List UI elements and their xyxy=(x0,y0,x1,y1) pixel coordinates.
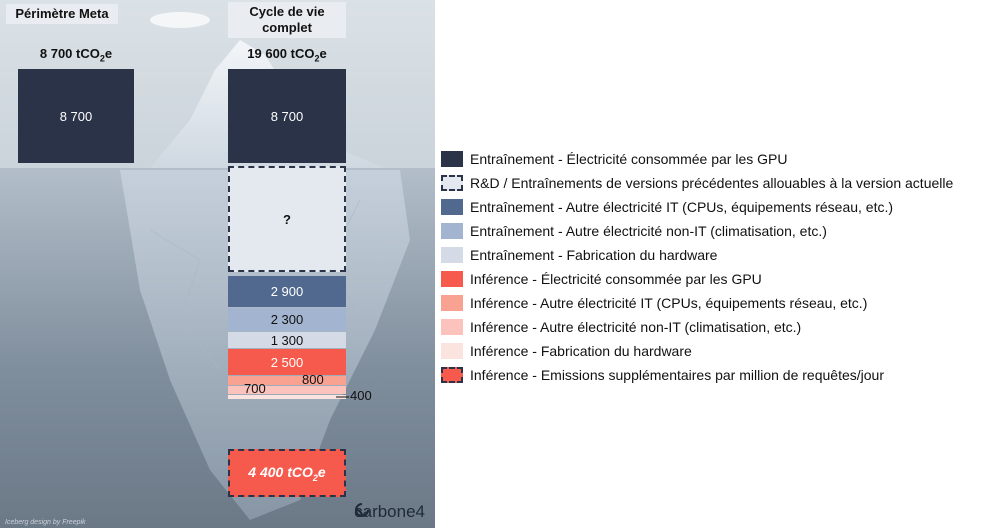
chart-panel xyxy=(0,0,435,528)
label-700: 700 xyxy=(244,381,266,396)
legend-item xyxy=(441,195,953,219)
legend-swatch xyxy=(441,343,463,359)
legend-swatch xyxy=(441,199,463,215)
legend-swatch xyxy=(441,223,463,239)
legend-swatch xyxy=(441,175,463,191)
bar-extra-inference xyxy=(228,449,346,497)
legend-label: Entraînement - Autre électricité non-IT (climatisation, etc.) xyxy=(470,223,827,239)
bar-full-rnd xyxy=(228,166,346,272)
legend-label: Inférence - Autre électricité non-IT (climatisation, etc.) xyxy=(470,319,802,335)
bar-full-training-nonit xyxy=(228,308,346,331)
legend-label: Inférence - Autre électricité IT (CPUs, équipements réseau, etc.) xyxy=(470,295,868,311)
label-800: 800 xyxy=(302,372,324,387)
bar-label: 8 700 xyxy=(270,108,304,124)
legend-label: Entraînement - Électricité consommée par les GPU xyxy=(470,151,788,167)
carbone4-mark-icon xyxy=(354,502,370,518)
bar-label: 2 300 xyxy=(270,312,304,327)
bar-meta-training-gpu xyxy=(18,69,134,163)
extra-label: 4 400 tCO$_2$e xyxy=(248,463,326,483)
legend-label: Entraînement - Fabrication du hardware xyxy=(470,247,718,263)
legend-label: Inférence - Emissions supplémentaires par million de requêtes/jour xyxy=(470,367,884,383)
legend-swatch xyxy=(441,367,463,383)
legend xyxy=(441,147,953,387)
legend-item xyxy=(441,243,953,267)
legend-item xyxy=(441,363,953,387)
bar-label: ? xyxy=(283,211,291,227)
legend-item xyxy=(441,267,953,291)
column-header-full: Cycle de vie complet xyxy=(228,2,346,38)
legend-item xyxy=(441,315,953,339)
legend-item xyxy=(441,219,953,243)
legend-label: Entraînement - Autre électricité IT (CPUs, équipements réseau, etc.) xyxy=(470,199,894,215)
logo-text: carbone4 xyxy=(354,502,425,521)
legend-swatch xyxy=(441,151,463,167)
legend-label: R&D / Entraînements de versions précédentes allouables à la version actuelle xyxy=(470,175,954,191)
legend-item xyxy=(441,291,953,315)
legend-label: Inférence - Fabrication du hardware xyxy=(470,343,692,359)
legend-swatch xyxy=(441,295,463,311)
legend-item xyxy=(441,171,953,195)
image-credit: Iceberg design by Freepik xyxy=(5,519,86,526)
legend-swatch xyxy=(441,247,463,263)
bar-full-training-gpu xyxy=(228,69,346,163)
legend-swatch xyxy=(441,319,463,335)
bar-label: 2 900 xyxy=(270,284,304,299)
legend-swatch xyxy=(441,271,463,287)
total-meta: 8 700 tCO$_2$e xyxy=(39,46,113,64)
bar-full-training-hardware xyxy=(228,332,346,348)
label-400: 400 xyxy=(350,388,372,403)
bar-label: 1 300 xyxy=(270,332,304,348)
bar-full-training-it xyxy=(228,276,346,307)
bar-label: 2 500 xyxy=(270,354,304,370)
legend-label: Inférence - Électricité consommée par les GPU xyxy=(470,271,762,287)
carbone4-logo xyxy=(354,502,425,522)
bar-full-inference-gpu xyxy=(228,349,346,375)
legend-item xyxy=(441,339,953,363)
bar-label: 8 700 xyxy=(59,108,93,124)
total-full: 19 600 tCO$_2$e xyxy=(247,46,327,64)
legend-item xyxy=(441,147,953,171)
column-header-meta: Périmètre Meta xyxy=(6,4,118,24)
